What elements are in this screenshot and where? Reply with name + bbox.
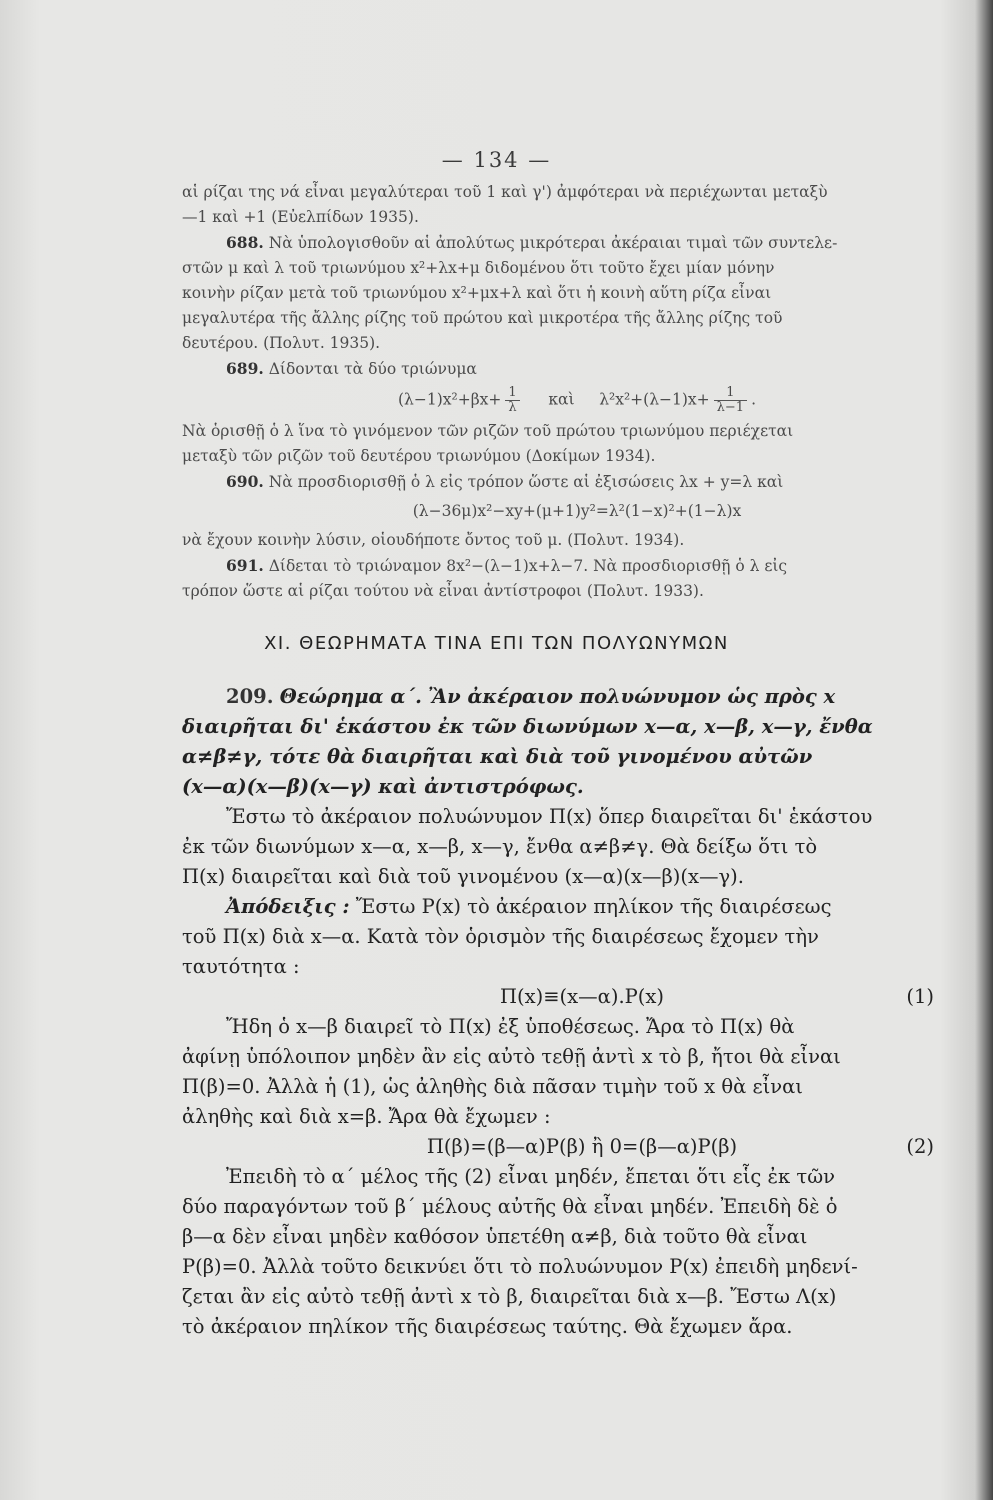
body-line: ταυτότητα : bbox=[182, 955, 300, 978]
body-line: ἀφίνῃ ὑπόλοιπον μηδὲν ἂν εἰς αὐτὸ τεθῇ ἀντὶ x τὸ β, ἤτοι θὰ εἶναι bbox=[182, 1045, 841, 1068]
theorem-statement-line: (x—α)(x—β)(x—γ) καὶ ἀντιστρόφως. bbox=[182, 775, 584, 798]
body-line: Π(β)=0. Ἀλλὰ ἡ (1), ὡς ἀληθὴς διὰ πᾶσαν τιμὴν τοῦ x θὰ εἶναι bbox=[182, 1075, 803, 1098]
equation-number: (1) bbox=[906, 985, 934, 1008]
body-line: Ἔστω τὸ ἀκέραιον πολυώνυμον Π(x) ὅπερ διαιρεῖται δι' ἑκάστου bbox=[226, 805, 873, 828]
fraction-denominator: λ bbox=[508, 400, 517, 415]
problem-688 bbox=[182, 230, 972, 256]
fraction bbox=[505, 386, 519, 415]
fraction-numerator: 1 bbox=[505, 386, 519, 401]
proof-label: Ἀπόδειξις : bbox=[226, 895, 350, 918]
theorem-statement-line: α≠β≠γ, τότε θὰ διαιρῆται καὶ διὰ τοῦ γινομένου αὐτῶν bbox=[182, 745, 813, 768]
body-line: ζεται ἂν εἰς αὐτὸ τεθῇ ἀντὶ x τὸ β, διαιρεῖται διὰ x—β. Ἔστω Λ(x) bbox=[182, 1285, 837, 1308]
exercise-list bbox=[182, 180, 972, 604]
problem-text-line: τρόπον ὥστε αἱ ρίζαι τούτου νὰ εἶναι ἀντίστροφοι (Πολυτ. 1933). bbox=[182, 582, 704, 600]
formula-part: (λ−1)x²+βx+ bbox=[397, 390, 502, 409]
equation-text: Π(x)≡(x—α).P(x) bbox=[500, 985, 664, 1008]
section-heading: XI. ΘΕΩΡΗΜΑΤΑ ΤΙΝΑ ΕΠΙ ΤΩΝ ΠΟΛΥΩΝΥΜΩΝ bbox=[264, 633, 729, 654]
problem-text-line: μεταξὺ τῶν ριζῶν τοῦ δευτέρου τριωνύμου (Δοκίμων 1934). bbox=[182, 447, 656, 465]
equation-number: (2) bbox=[906, 1135, 934, 1158]
formula-690: (λ−36μ)x²−xy+(μ+1)y²=λ²(1−x)²+(1−λ)x bbox=[412, 502, 742, 520]
problem-text: Δίδεται τὸ τριώναμον 8x²−(λ−1)x+λ−7. Νὰ προσδιορισθῇ ὁ λ εἰς bbox=[268, 557, 788, 575]
problem-text-line: στῶν μ καὶ λ τοῦ τριωνύμου x²+λx+μ διδομένου ὅτι τοῦτο ἔχει μίαν μόνην bbox=[182, 259, 775, 277]
problem-number: 689. bbox=[226, 359, 264, 378]
problem-text-line: Νὰ ὁρισθῇ ὁ λ ἵνα τὸ γινόμενον τῶν ριζῶν τοῦ πρώτου τριωνύμου περιέχεται bbox=[182, 422, 794, 440]
body-line: Ἐπειδὴ τὸ α΄ μέλος τῆς (2) εἶναι μηδέν, ἔπεται ὅτι εἷς ἐκ τῶν bbox=[226, 1165, 835, 1188]
equation-2 bbox=[182, 1132, 982, 1162]
formula-conjunction: καὶ bbox=[548, 390, 575, 409]
theorem-label: Θεώρημα α΄. bbox=[279, 685, 422, 708]
problem-text: Δίδονται τὰ δύο τριώνυμα bbox=[268, 360, 477, 378]
problem-number: 691. bbox=[226, 556, 264, 575]
problem-continuation-line: αἱ ρίζαι της νά εἶναι μεγαλύτεραι τοῦ 1 καὶ γ') ἀμφότεραι νὰ περιέχωνται μεταξὺ bbox=[182, 183, 828, 201]
body-line: P(β)=0. Ἀλλὰ τοῦτο δεικνύει ὅτι τὸ πολυώνυμον P(x) ἐπειδὴ μηδενί- bbox=[182, 1255, 858, 1278]
problem-689 bbox=[182, 356, 972, 382]
equation-1 bbox=[182, 982, 982, 1012]
body-line: Ἤδη ὁ x—β διαιρεῖ τὸ Π(x) ἐξ ὑποθέσεως. Ἄρα τὸ Π(x) θὰ bbox=[226, 1015, 795, 1038]
problem-text-line: νὰ ἔχουν κοινὴν λύσιν, οἱουδήποτε ὄντος τοῦ μ. (Πολυτ. 1934). bbox=[182, 531, 685, 549]
body-line: ἐκ τῶν διωνύμων x—α, x—β, x—γ, ἔνθα α≠β≠γ. Θὰ δείξω ὅτι τὸ bbox=[182, 835, 818, 858]
theorem-line bbox=[182, 682, 982, 712]
page-number: — 134 — bbox=[441, 148, 552, 172]
body-line: δύο παραγόντων τοῦ β΄ μέλους αὐτῆς θὰ εἶναι μηδέν. Ἐπειδὴ δὲ ὁ bbox=[182, 1195, 838, 1218]
body-line: β—α δὲν εἶναι μηδὲν καθόσον ὑπετέθη α≠β, διὰ τοῦτο θὰ εἶναι bbox=[182, 1225, 808, 1248]
problem-text-line: μεγαλυτέρα τῆς ἄλλης ρίζης τοῦ πρώτου καὶ μικροτέρα τῆς ἄλλης ρίζης τοῦ bbox=[182, 309, 783, 327]
problem-690 bbox=[182, 469, 972, 495]
proof-line bbox=[182, 892, 982, 922]
theorem-statement-line: διαιρῆται δι' ἑκάστου ἐκ τῶν διωνύμων x—α, x—β, x—γ, ἔνθα bbox=[182, 715, 873, 738]
article-number: 209. bbox=[226, 685, 274, 708]
theorem-section bbox=[182, 682, 982, 1342]
fraction bbox=[714, 386, 747, 415]
body-line: τοῦ Π(x) διὰ x—α. Κατὰ τὸν ὁρισμὸν τῆς διαιρέσεως ἔχομεν τὴν bbox=[182, 925, 819, 948]
problem-continuation-line: —1 καὶ +1 (Εὐελπίδων 1935). bbox=[182, 208, 419, 226]
formula-part: λ²x²+(λ−1)x+ bbox=[599, 390, 710, 409]
fraction-denominator: λ−1 bbox=[716, 400, 745, 415]
body-text: Ἔστω P(x) τὸ ἀκέραιον πηλίκον τῆς διαιρέσεως bbox=[355, 895, 832, 918]
fraction-numerator: 1 bbox=[714, 386, 747, 401]
problem-number: 690. bbox=[226, 472, 264, 491]
body-line: ἀληθὴς καὶ διὰ x=β. Ἄρα θὰ ἔχωμεν : bbox=[182, 1105, 551, 1128]
problem-number: 688. bbox=[226, 233, 264, 252]
equation-text: Π(β)=(β—α)P(β) ἢ 0=(β—α)P(β) bbox=[426, 1135, 738, 1158]
body-line: Π(x) διαιρεῖται καὶ διὰ τοῦ γινομένου (x—α)(x—β)(x—γ). bbox=[182, 865, 744, 888]
problem-text: Νὰ ὑπολογισθοῦν αἱ ἀπολύτως μικρότεραι ἀκέραιαι τιμαὶ τῶν συντελε- bbox=[268, 234, 838, 252]
problem-text-line: δευτέρου. (Πολυτ. 1935). bbox=[182, 334, 381, 352]
problem-text: Νὰ προσδιορισθῇ ὁ λ εἰς τρόπον ὥστε αἱ ἐξισώσεις λx + y=λ καὶ bbox=[268, 473, 784, 491]
theorem-statement: Ἂν ἀκέραιον πολυώνυμον ὡς πρὸς x bbox=[428, 685, 836, 708]
problem-text-line: κοινὴν ρίζαν μετὰ τοῦ τριωνύμου x²+μx+λ καὶ ὅτι ἡ κοινὴ αὕτη ρίζα εἶναι bbox=[182, 284, 772, 302]
formula-part: . bbox=[751, 390, 757, 409]
formula-689 bbox=[182, 386, 972, 415]
body-line: τὸ ἀκέραιον πηλίκον τῆς διαιρέσεως ταύτης. Θὰ ἔχωμεν ἄρα. bbox=[182, 1315, 793, 1338]
problem-691 bbox=[182, 553, 972, 579]
